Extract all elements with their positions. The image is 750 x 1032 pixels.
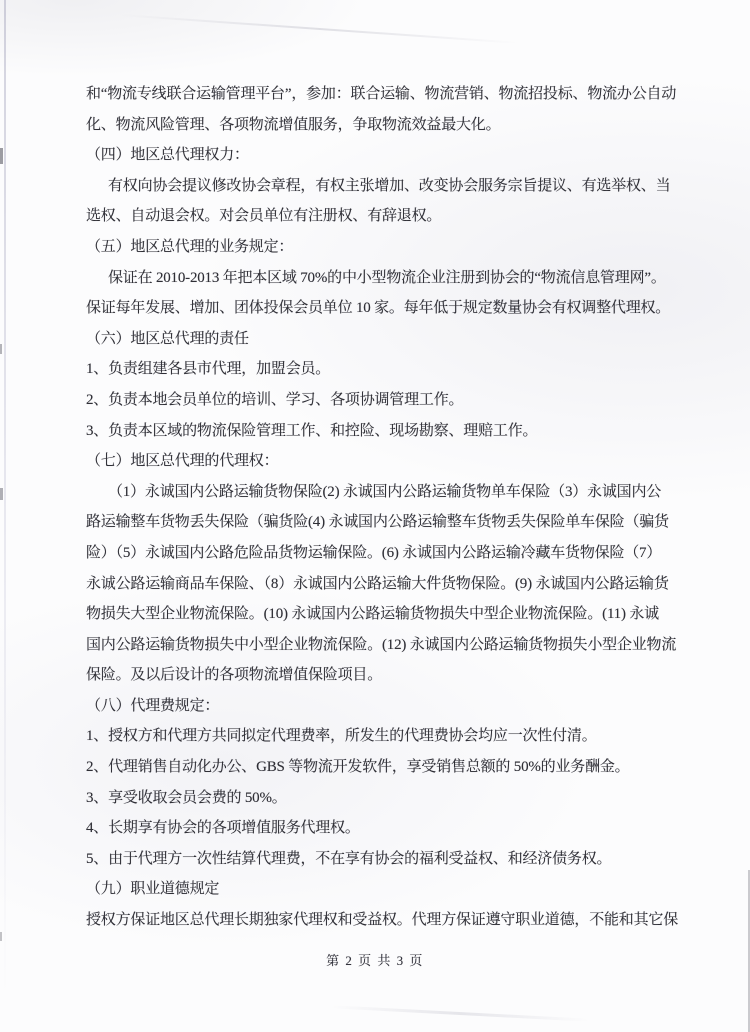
- page-number: 第 2 页 共 3 页: [326, 953, 424, 968]
- text-line: 有权向协会提议修改协会章程，有权主张增加、改变协会服务宗旨提议、有选举权、当: [108, 177, 671, 194]
- section-heading: （八）代理费规定：: [86, 697, 220, 714]
- section-heading: （五）地区总代理的业务规定：: [86, 238, 294, 255]
- section-heading: （六）地区总代理的责任: [86, 330, 249, 347]
- section-heading: （七）地区总代理的代理权：: [86, 453, 279, 470]
- scan-crease: [120, 14, 519, 44]
- text-line: 授权方保证地区总代理长期独家代理权和受益权。代理方保证遵守职业道德，不能和其它保: [86, 912, 679, 929]
- text-line: （1）永诚国内公路运输货物保险(2) 永诚国内公路运输货物单车保险（3）永诚国内公: [108, 483, 662, 500]
- scan-edge-mark: [0, 148, 3, 164]
- text-line: 永诚公路运输商品车保险、（8）永诚国内公路运输大件货物保险。(9) 永诚国内公路运输货: [86, 575, 669, 592]
- text-line: 保证每年发展、增加、团体投保会员单位 10 家。每年低于规定数量协会有权调整代理权。: [86, 300, 671, 317]
- text-line: 化、物流风险管理、各项物流增值服务，争取物流效益最大化。: [86, 116, 501, 133]
- scan-crease: [330, 1005, 590, 1022]
- text-line: 保证在 2010-2013 年把本区域 70%的中小型物流企业注册到协会的“物流信息管理网”。: [108, 269, 666, 286]
- list-item: 2、负责本地会员单位的培训、学习、各项协调管理工作。: [86, 391, 464, 408]
- list-item: 1、负责组建各县市代理，加盟会员。: [86, 361, 331, 378]
- scan-left-edge-line: [4, 0, 6, 1002]
- text-line: 国内公路运输货物损失中小型企业物流保险。(12) 永诚国内公路运输货物损失小型企业物流: [86, 636, 677, 653]
- text-line: 路运输整车货物丢失保险（骗货险(4) 永诚国内公路运输整车货物丢失保险单车保险（骗货: [86, 514, 669, 531]
- text-line: 选权、自动退会权。对会员单位有注册权、有辞退权。: [86, 208, 442, 225]
- list-item: 2、代理销售自动化办公、GBS 等物流开发软件，享受销售总额的 50%的业务酬金。: [86, 759, 630, 776]
- section-heading: （四）地区总代理权力：: [86, 147, 249, 164]
- list-item: 4、长期享有协会的各项增值服务代理权。: [86, 820, 360, 837]
- text-line: 保险。及以后设计的各项物流增值保险项目。: [86, 667, 383, 684]
- list-item: 3、享受收取会员会费的 50%。: [86, 789, 287, 806]
- section-heading: （九）职业道德规定: [86, 881, 220, 898]
- scan-edge-mark: [0, 344, 2, 354]
- list-item: 1、授权方和代理方共同拟定代理费率，所发生的代理费协会均应一次性付清。: [86, 728, 597, 745]
- text-line: 险）（5）永诚国内公路危险品货物运输保险。(6) 永诚国内公路运输冷藏车货物保险（7）: [86, 544, 662, 561]
- text-line: 物损失大型企业物流保险。(10) 永诚国内公路运输货物损失中型企业物流保险。(11) 永诚: [86, 606, 659, 623]
- document-body: [86, 79, 702, 936]
- scan-edge-mark: [0, 488, 3, 500]
- list-item: 3、负责本区域的物流保险管理工作、和控险、现场勘察、理赔工作。: [86, 422, 538, 439]
- scan-edge-mark: [0, 932, 2, 941]
- list-item: 5、由于代理方一次性结算代理费，不在享有协会的福利受益权、和经济债务权。: [86, 850, 612, 867]
- text-line: 和“物流专线联合运输管理平台”，参加：联合运输、物流营销、物流招投标、物流办公自动: [86, 86, 677, 102]
